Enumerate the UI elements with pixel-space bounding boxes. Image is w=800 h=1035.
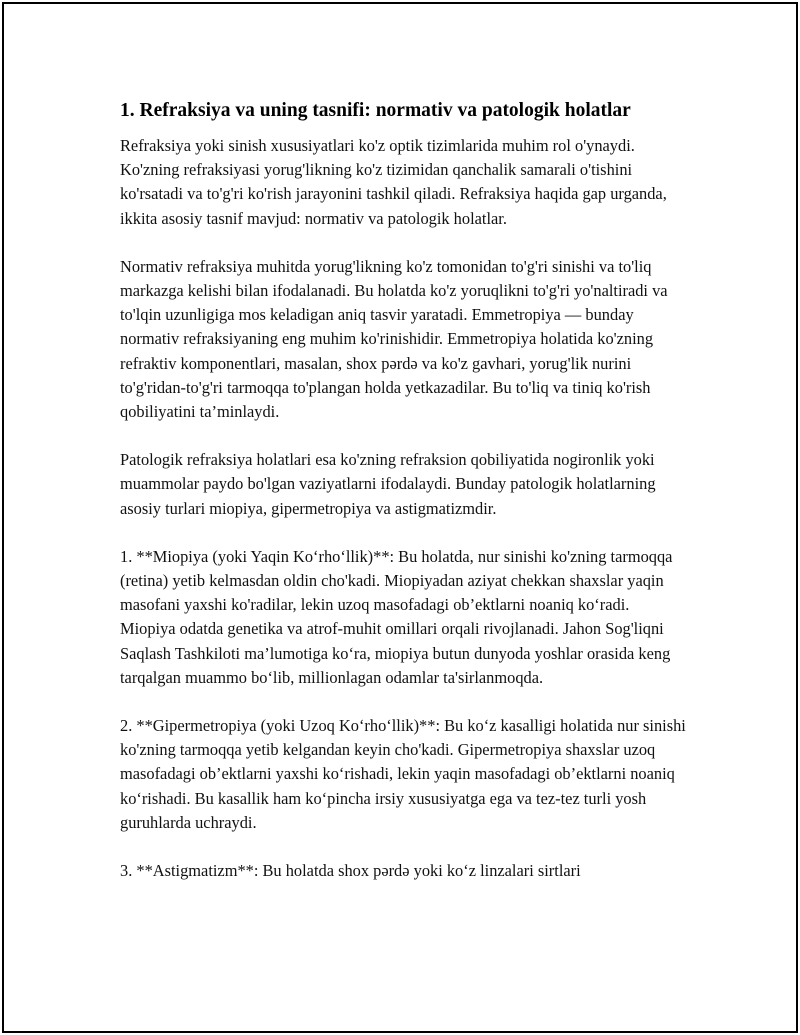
paragraph-intro: Refraksiya yoki sinish xususiyatlari ko'z optik tizimlarida muhim rol o'ynaydi. Ko'zning refraksiyasi yorug'likning ko'z tizimidan qanchalik samarali o'tishini ko'rsatadi va to'g'ri ko'rish jarayonini tashkil qiladi. Refraksiya haqida gap urganda, ikkita asosiy tasnif mavjud: normativ va patologik holatlar. (120, 136, 667, 228)
paragraph-normative: Normativ refraksiya muhitda yorug'likning ko'z tomonidan to'g'ri sinishi va to'liq markazga kelishi bilan ifodalanadi. Bu holatda ko'z yoruqlikni to'g'ri yo'naltiradi va to'lqin uzunligiga mos keladigan aniq tasvir yaratadi. Emmetropiya — bunday normativ refraksiyaning eng muhim ko'rinishidir. Emmetropiya holatida ko'zning refraktiv komponentlari, masalan, shox pərdə va ko'z gavhari, yorug'lik nurini to'g'ridan-to'g'ri tarmoqqa to'plangan holda yetkazadilar. Bu to'liq va tiniq ko'rish qobiliyatini ta’minlaydi. (120, 256, 668, 422)
document-body (120, 98, 686, 907)
paragraph-astigmatism: 3. **Astigmatizm**: Bu holatda shox pərdə yoki ko‘z linzalari sirtlari (120, 861, 581, 881)
document-page (2, 2, 798, 1033)
paragraph-pathologic: Patologik refraksiya holatlari esa ko'zning refraksion qobiliyatida nogironlik yoki muammolar paydo bo'lgan vaziyatlarni ifodalaydi. Bunday patologik holatlarning asosiy turlari miopiya, gipermetropiya va astigmatizmdir. (120, 450, 656, 518)
paragraph-hypermetropia: 2. **Gipermetropiya (yoki Uzoq Ko‘rho‘llik)**: Bu ko‘z kasalligi holatida nur sinishi ko'zning tarmoqqa yetib kelgandan keyin cho'kadi. Gipermetropiya shaxslar uzoq masofadagi ob’ektlarni yaxshi ko‘rishadi, lekin yaqin masofadagi ob’ektlarni noaniq ko‘rishadi. Bu kasallik ham ko‘pincha irsiy xususiyatga ega va tez-tez turli yosh guruhlarda uchraydi. (120, 716, 686, 832)
paragraph-myopia: 1. **Miopiya (yoki Yaqin Ko‘rho‘llik)**: Bu holatda, nur sinishi ko'zning tarmoqqa (retina) yetib kelmasdan oldin cho'kadi. Miopiyadan aziyat chekkan shaxslar yaqin masofani yaxshi ko'radilar, lekin uzoq masofadagi ob’ektlarni noaniq ko‘radi. Miopiya odatda genetika va atrof-muhit omillari orqali rivojlanadi. Jahon Sog'liqni Saqlash Tashkiloti ma’lumotiga ko‘ra, miopiya butun dunyoda yoshlar orasida keng tarqalgan muammo bo‘lib, millionlagan odamlar ta'sirlanmoqda. (120, 546, 673, 687)
section-heading: 1. Refraksiya va uning tasnifi: normativ va patologik holatlar (120, 100, 631, 121)
